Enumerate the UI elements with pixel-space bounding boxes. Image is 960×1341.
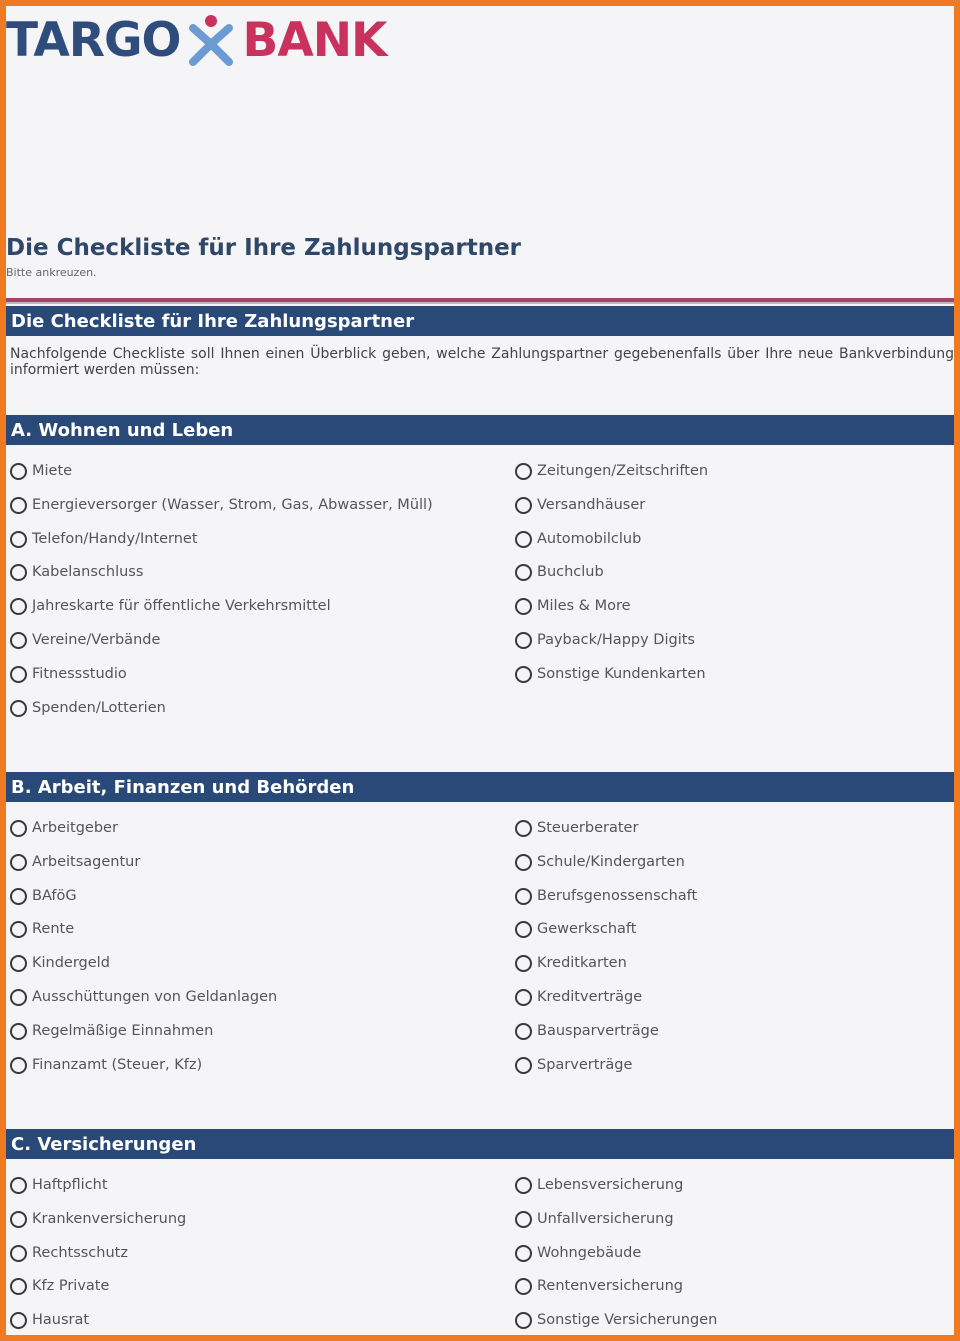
checklist-item[interactable] — [515, 1308, 717, 1332]
checkbox-circle[interactable] — [10, 1057, 27, 1074]
checklist-item[interactable] — [10, 1207, 186, 1231]
checklist-item[interactable] — [515, 662, 706, 686]
checkbox-circle[interactable] — [515, 1177, 532, 1194]
checklist-item[interactable] — [10, 459, 72, 483]
checklist-item-label: Miles & More — [537, 598, 631, 614]
checkbox-circle[interactable] — [10, 1211, 27, 1228]
checklist-item[interactable] — [10, 1308, 89, 1332]
checkbox-circle[interactable] — [515, 1312, 532, 1329]
checklist-item-label: Schule/Kindergarten — [537, 854, 685, 870]
section-header: C. Versicherungen — [6, 1129, 954, 1159]
checkbox-circle[interactable] — [515, 1278, 532, 1295]
checklist-item-label: Sonstige Kundenkarten — [537, 666, 706, 682]
checkbox-circle[interactable] — [10, 1278, 27, 1295]
checklist-item-label: Energieversorger (Wasser, Strom, Gas, Abwasser, Müll) — [32, 497, 433, 513]
checklist-item[interactable] — [10, 1019, 213, 1043]
checkbox-circle[interactable] — [10, 989, 27, 1006]
checklist-item-label: Sparverträge — [537, 1057, 633, 1073]
title-divider — [6, 298, 954, 304]
checklist-item[interactable] — [515, 628, 695, 652]
checklist-item[interactable] — [10, 662, 127, 686]
page-subtitle: Bitte ankreuzen. — [6, 266, 97, 279]
checkbox-circle[interactable] — [10, 854, 27, 871]
checklist-item-label: Fitnessstudio — [32, 666, 127, 682]
checklist-item-label: Wohngebäude — [537, 1245, 642, 1261]
checklist-item[interactable] — [515, 816, 638, 840]
checklist-item-label: Kreditverträge — [537, 989, 643, 1005]
checklist-item-label: Jahreskarte für öffentliche Verkehrsmittel — [32, 598, 331, 614]
checkbox-circle[interactable] — [10, 1177, 27, 1194]
checklist-item-label: Rente — [32, 921, 75, 937]
checklist-item-label: BAföG — [32, 888, 77, 904]
checklist-item-label: Ausschüttungen von Geldanlagen — [32, 989, 278, 1005]
checklist-item[interactable] — [10, 1241, 128, 1265]
checklist-item[interactable] — [10, 628, 160, 652]
checkbox-circle[interactable] — [515, 820, 532, 837]
checklist-item-label: Vereine/Verbände — [32, 632, 161, 648]
logo-text-targo: TARGO — [6, 12, 181, 68]
checklist-item-label: Kabelanschluss — [32, 564, 144, 580]
section-header: B. Arbeit, Finanzen und Behörden — [6, 772, 954, 802]
checkbox-circle[interactable] — [10, 921, 27, 938]
checklist-item-label: Kfz Private — [32, 1278, 110, 1294]
checkbox-circle[interactable] — [10, 700, 27, 717]
checklist-item-label: Automobilclub — [537, 531, 642, 547]
checkbox-circle[interactable] — [515, 854, 532, 871]
checklist-item[interactable] — [10, 696, 166, 720]
checklist-item-label: Buchclub — [537, 564, 604, 580]
intro-text: Nachfolgende Checkliste soll Ihnen einen Überblick geben, welche Zahlungspartner gegebenenfalls über Ihre neue Bankverbindung informiert werden müssen: — [10, 346, 954, 378]
page-title: Die Checkliste für Ihre Zahlungspartner — [6, 235, 522, 261]
checklist-item-label: Miete — [32, 463, 73, 479]
checkbox-circle[interactable] — [515, 1023, 532, 1040]
checklist-item[interactable] — [10, 594, 331, 618]
checklist-item-label: Rechtsschutz — [32, 1245, 128, 1261]
checkbox-circle[interactable] — [10, 1312, 27, 1329]
checkbox-circle[interactable] — [515, 1245, 532, 1262]
checkbox-circle[interactable] — [515, 531, 532, 548]
checklist-item[interactable] — [10, 493, 433, 517]
checkbox-circle[interactable] — [515, 955, 532, 972]
checklist-item[interactable] — [515, 1274, 683, 1298]
checklist-item[interactable] — [10, 1274, 109, 1298]
checklist-item-label: Haftpflicht — [32, 1177, 108, 1193]
checklist-item[interactable] — [10, 816, 118, 840]
checklist-item-label: Gewerkschaft — [537, 921, 637, 937]
checkbox-circle[interactable] — [515, 888, 532, 905]
checklist-item[interactable] — [515, 1019, 659, 1043]
checklist-item[interactable] — [515, 527, 641, 551]
checkbox-circle[interactable] — [10, 598, 27, 615]
checkbox-circle[interactable] — [10, 497, 27, 514]
checkbox-circle[interactable] — [515, 1057, 532, 1074]
intro-header: Die Checkliste für Ihre Zahlungspartner — [6, 306, 954, 336]
checklist-item[interactable] — [515, 1053, 632, 1077]
logo-text-bank: BANK — [242, 12, 387, 68]
checklist-item[interactable] — [515, 1241, 641, 1265]
checklist-item[interactable] — [515, 1173, 683, 1197]
checklist-item[interactable] — [10, 1173, 108, 1197]
checkbox-circle[interactable] — [515, 1211, 532, 1228]
checklist-item[interactable] — [10, 1053, 202, 1077]
checklist-item-label: Hausrat — [32, 1312, 90, 1328]
checklist-item-label: Krankenversicherung — [32, 1211, 187, 1227]
checklist-item-label: Berufsgenossenschaft — [537, 888, 698, 904]
checklist-item-label: Rentenversicherung — [537, 1278, 684, 1294]
checkbox-circle[interactable] — [10, 666, 27, 683]
checkbox-circle[interactable] — [10, 1023, 27, 1040]
checklist-item[interactable] — [515, 1207, 674, 1231]
checklist-item[interactable] — [10, 527, 198, 551]
checklist-item-label: Zeitungen/Zeitschriften — [537, 463, 709, 479]
checkbox-circle[interactable] — [10, 820, 27, 837]
checkbox-circle[interactable] — [515, 564, 532, 581]
checkbox-circle[interactable] — [515, 989, 532, 1006]
checkbox-circle[interactable] — [10, 955, 27, 972]
checklist-item[interactable] — [10, 985, 277, 1009]
checklist-item-label: Lebensversicherung — [537, 1177, 684, 1193]
checklist-item[interactable] — [10, 560, 143, 584]
checklist-page — [6, 6, 954, 1335]
checklist-item[interactable] — [10, 951, 110, 975]
checklist-item[interactable] — [515, 884, 697, 908]
checkbox-circle[interactable] — [10, 531, 27, 548]
checkbox-circle[interactable] — [515, 921, 532, 938]
checklist-item[interactable] — [515, 917, 636, 941]
targobank-logo — [6, 10, 386, 70]
checklist-item-label: Sonstige Versicherungen — [537, 1312, 718, 1328]
checklist-item-label: Kindergeld — [32, 955, 110, 971]
checkbox-circle[interactable] — [10, 1245, 27, 1262]
checkbox-circle[interactable] — [515, 632, 532, 649]
checklist-item[interactable] — [515, 594, 631, 618]
checklist-item[interactable] — [515, 493, 645, 517]
checkbox-circle[interactable] — [10, 564, 27, 581]
checkbox-circle[interactable] — [515, 463, 532, 480]
checklist-item-label: Spenden/Lotterien — [32, 700, 166, 716]
checkbox-circle[interactable] — [515, 598, 532, 615]
checkbox-circle[interactable] — [10, 463, 27, 480]
x-logo-icon — [185, 14, 237, 66]
checklist-item-label: Arbeitgeber — [32, 820, 118, 836]
checkbox-circle[interactable] — [10, 632, 27, 649]
checklist-item-label: Steuerberater — [537, 820, 639, 836]
checkbox-circle[interactable] — [10, 888, 27, 905]
checklist-item-label: Kreditkarten — [537, 955, 627, 971]
checklist-item[interactable] — [515, 850, 685, 874]
checklist-item-label: Finanzamt (Steuer, Kfz) — [32, 1057, 203, 1073]
checklist-item[interactable] — [515, 459, 708, 483]
section-header: A. Wohnen und Leben — [6, 415, 954, 445]
checklist-item[interactable] — [10, 917, 74, 941]
checklist-item[interactable] — [515, 560, 604, 584]
checklist-item-label: Arbeitsagentur — [32, 854, 141, 870]
checklist-item-label: Telefon/Handy/Internet — [32, 531, 198, 547]
checklist-item-label: Versandhäuser — [537, 497, 646, 513]
checklist-item[interactable] — [515, 985, 642, 1009]
checkbox-circle[interactable] — [515, 666, 532, 683]
checklist-item[interactable] — [10, 884, 77, 908]
checkbox-circle[interactable] — [515, 497, 532, 514]
checklist-item-label: Unfallversicherung — [537, 1211, 674, 1227]
checklist-item[interactable] — [10, 850, 140, 874]
checklist-item-label: Payback/Happy Digits — [537, 632, 695, 648]
checklist-item-label: Regelmäßige Einnahmen — [32, 1023, 214, 1039]
checklist-item-label: Bausparverträge — [537, 1023, 659, 1039]
checklist-item[interactable] — [515, 951, 627, 975]
